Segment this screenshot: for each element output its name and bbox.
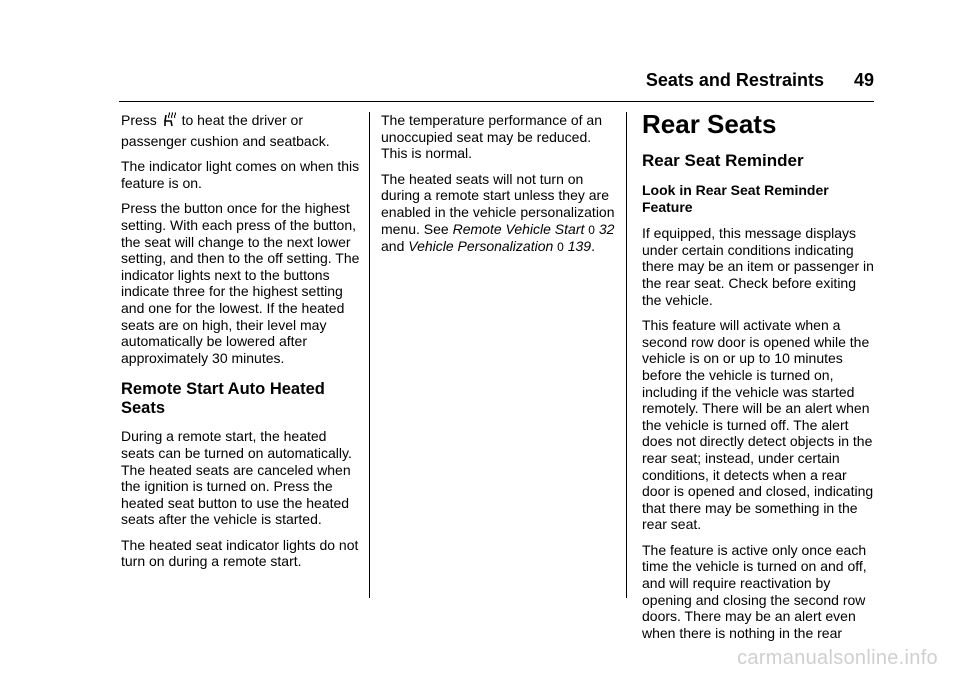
section-title: Seats and Restraints <box>645 70 824 90</box>
column-1 <box>121 112 361 579</box>
column-divider-2 <box>626 112 627 598</box>
paragraph-feature-activate: This feature will activate when a second row door is opened while the vehicle is on or up to 10 minutes before the vehicle is turned on, including if the vehicle was started remotely. There will be an alert when the vehicle is turned off. The alert does not directly detect objects in the rear seat; instead, under certain conditions, it detects when a rear door is opened and closed, indicating that there may be something in the rear seat. <box>642 317 874 533</box>
paragraph-remote-start: During a remote start, the heated seats can be turned on automatically. The heated seats are canceled when the ignition is turned on. Press the heated seat button to use the heated seats after the vehicle is started. <box>121 428 352 528</box>
header-rule <box>119 101 874 102</box>
heading-look-in-rear-seat: Look in Rear Seat Reminder Feature <box>642 182 829 215</box>
paragraph-temperature: The temperature performance of an unoccupied seat may be reduced. This is normal. <box>381 112 603 162</box>
page-ref-icon: 0 <box>557 240 564 255</box>
watermark: carmanualsonline.info <box>737 647 938 669</box>
page-ref-icon: 0 <box>588 222 595 237</box>
paragraph-if-equipped: If equipped, this message displays under certain conditions indicating there may be an item or passenger in the rear seat. Check before exiting the vehicle. <box>642 225 874 308</box>
page-number: 49 <box>853 70 874 90</box>
paragraph-feature-active-once: The feature is active only once each time the vehicle is turned on and off, and will require reactivation by opening and closing the second row doors. There may be an alert even when there is nothing in the rear <box>642 541 867 641</box>
paragraph-press-heat: Press to heat the driver or <box>121 112 303 128</box>
link-vehicle-personalization[interactable]: Vehicle Personalization 0 139 <box>408 238 592 255</box>
paragraph-remote-enabled: The heated seats will not turn on during a remote start unless they are enabled in the vehicle personalization menu. See Remote Vehicle Start 0 32 and Vehicle Personalization 0 139. <box>381 170 615 255</box>
heading-remote-start-auto-heated-seats: Remote Start Auto Heated Seats <box>121 380 325 418</box>
column-3 <box>642 109 878 650</box>
paragraph-indicator: The indicator light comes on when this feature is on. <box>121 158 360 191</box>
column-divider-1 <box>369 112 370 598</box>
heading-rear-seats: Rear Seats <box>642 109 777 139</box>
page-header <box>646 70 874 91</box>
link-remote-vehicle-start[interactable]: Remote Vehicle Start 0 32 <box>452 220 615 237</box>
heading-rear-seat-reminder: Rear Seat Reminder <box>642 151 804 170</box>
heated-seat-icon <box>162 112 176 127</box>
paragraph-settings: Press the button once for the highest setting. With each press of the button, the seat will change to the next lower setting, and then to the off setting. The indicator lights next to the buttons indicate three for the highest setting and one for the lowest. If the heated seats are on high, their level may automatically be lowered after approximately 30 minutes. <box>121 200 360 366</box>
column-2 <box>381 112 617 265</box>
paragraph-press-heat-cont: passenger cushion and seatback. <box>121 132 330 149</box>
paragraph-indicator-remote: The heated seat indicator lights do not turn on during a remote start. <box>121 536 359 570</box>
